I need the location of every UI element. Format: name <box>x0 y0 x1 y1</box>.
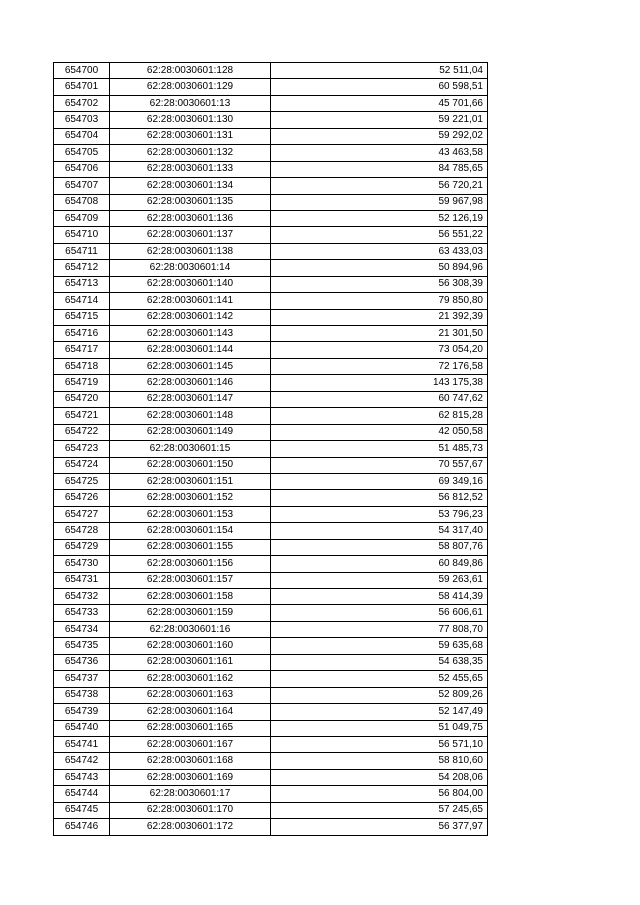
row-number-cell: 654708 <box>54 194 110 210</box>
table-row <box>54 621 488 637</box>
row-number-cell: 654709 <box>54 210 110 226</box>
table-row <box>54 194 488 210</box>
row-number-cell: 654744 <box>54 786 110 802</box>
table-row <box>54 79 488 95</box>
cadastral-number-cell: 62:28:0030601:158 <box>110 589 271 605</box>
row-number-cell: 654711 <box>54 243 110 259</box>
cadastral-number-cell: 62:28:0030601:136 <box>110 210 271 226</box>
row-number-cell: 654700 <box>54 63 110 79</box>
row-number-cell: 654727 <box>54 506 110 522</box>
row-number-cell: 654723 <box>54 441 110 457</box>
value-cell: 58 414,39 <box>271 589 488 605</box>
row-number-cell: 654703 <box>54 112 110 128</box>
table-row <box>54 243 488 259</box>
value-cell: 56 804,00 <box>271 786 488 802</box>
cadastral-number-cell: 62:28:0030601:131 <box>110 128 271 144</box>
value-cell: 59 967,98 <box>271 194 488 210</box>
cadastral-number-cell: 62:28:0030601:130 <box>110 112 271 128</box>
cadastral-number-cell: 62:28:0030601:157 <box>110 572 271 588</box>
row-number-cell: 654717 <box>54 342 110 358</box>
cadastral-number-cell: 62:28:0030601:138 <box>110 243 271 259</box>
row-number-cell: 654713 <box>54 276 110 292</box>
table-row <box>54 342 488 358</box>
value-cell: 42 050,58 <box>271 424 488 440</box>
cadastral-number-cell: 62:28:0030601:134 <box>110 178 271 194</box>
row-number-cell: 654721 <box>54 408 110 424</box>
table-row <box>54 358 488 374</box>
value-cell: 43 463,58 <box>271 145 488 161</box>
cadastral-number-cell: 62:28:0030601:169 <box>110 769 271 785</box>
value-cell: 21 392,39 <box>271 309 488 325</box>
row-number-cell: 654731 <box>54 572 110 588</box>
cadastral-number-cell: 62:28:0030601:154 <box>110 523 271 539</box>
table-row <box>54 720 488 736</box>
table-row <box>54 539 488 555</box>
row-number-cell: 654743 <box>54 769 110 785</box>
value-cell: 143 175,38 <box>271 375 488 391</box>
table-row <box>54 178 488 194</box>
table-row <box>54 309 488 325</box>
cadastral-number-cell: 62:28:0030601:15 <box>110 441 271 457</box>
table-row <box>54 654 488 670</box>
value-cell: 54 638,35 <box>271 654 488 670</box>
value-cell: 73 054,20 <box>271 342 488 358</box>
table-row <box>54 638 488 654</box>
row-number-cell: 654716 <box>54 326 110 342</box>
value-cell: 70 557,67 <box>271 457 488 473</box>
value-cell: 59 263,61 <box>271 572 488 588</box>
value-cell: 60 598,51 <box>271 79 488 95</box>
cadastral-number-cell: 62:28:0030601:143 <box>110 326 271 342</box>
cadastral-number-cell: 62:28:0030601:159 <box>110 605 271 621</box>
table-row <box>54 769 488 785</box>
cadastral-number-cell: 62:28:0030601:152 <box>110 490 271 506</box>
cadastral-number-cell: 62:28:0030601:150 <box>110 457 271 473</box>
cadastral-number-cell: 62:28:0030601:133 <box>110 161 271 177</box>
cadastral-number-cell: 62:28:0030601:16 <box>110 621 271 637</box>
table-row <box>54 457 488 473</box>
row-number-cell: 654739 <box>54 704 110 720</box>
value-cell: 56 812,52 <box>271 490 488 506</box>
cadastral-number-cell: 62:28:0030601:151 <box>110 473 271 489</box>
value-cell: 57 245,65 <box>271 802 488 818</box>
value-cell: 52 809,26 <box>271 687 488 703</box>
value-cell: 60 747,62 <box>271 391 488 407</box>
value-cell: 51 485,73 <box>271 441 488 457</box>
value-cell: 69 349,16 <box>271 473 488 489</box>
cadastral-number-cell: 62:28:0030601:156 <box>110 556 271 572</box>
row-number-cell: 654734 <box>54 621 110 637</box>
row-number-cell: 654715 <box>54 309 110 325</box>
cadastral-number-cell: 62:28:0030601:13 <box>110 95 271 111</box>
table-row <box>54 63 488 79</box>
table-row <box>54 441 488 457</box>
row-number-cell: 654725 <box>54 473 110 489</box>
cadastral-number-cell: 62:28:0030601:161 <box>110 654 271 670</box>
cadastral-number-cell: 62:28:0030601:145 <box>110 358 271 374</box>
cadastral-number-cell: 62:28:0030601:137 <box>110 227 271 243</box>
value-cell: 53 796,23 <box>271 506 488 522</box>
cadastral-number-cell: 62:28:0030601:167 <box>110 736 271 752</box>
table-row <box>54 819 488 835</box>
table-row <box>54 736 488 752</box>
cadastral-number-cell: 62:28:0030601:147 <box>110 391 271 407</box>
cadastral-number-cell: 62:28:0030601:164 <box>110 704 271 720</box>
table-row <box>54 391 488 407</box>
row-number-cell: 654718 <box>54 358 110 374</box>
cadastral-number-cell: 62:28:0030601:149 <box>110 424 271 440</box>
table-row <box>54 375 488 391</box>
row-number-cell: 654728 <box>54 523 110 539</box>
value-cell: 56 551,22 <box>271 227 488 243</box>
value-cell: 21 301,50 <box>271 326 488 342</box>
row-number-cell: 654719 <box>54 375 110 391</box>
cadastral-number-cell: 62:28:0030601:142 <box>110 309 271 325</box>
value-cell: 51 049,75 <box>271 720 488 736</box>
table-row <box>54 145 488 161</box>
cadastral-number-cell: 62:28:0030601:140 <box>110 276 271 292</box>
value-cell: 56 606,61 <box>271 605 488 621</box>
cadastral-number-cell: 62:28:0030601:132 <box>110 145 271 161</box>
row-number-cell: 654746 <box>54 819 110 835</box>
value-cell: 52 511,04 <box>271 63 488 79</box>
row-number-cell: 654724 <box>54 457 110 473</box>
row-number-cell: 654735 <box>54 638 110 654</box>
value-cell: 56 571,10 <box>271 736 488 752</box>
cadastral-number-cell: 62:28:0030601:144 <box>110 342 271 358</box>
value-cell: 72 176,58 <box>271 358 488 374</box>
row-number-cell: 654707 <box>54 178 110 194</box>
table-row <box>54 671 488 687</box>
value-cell: 60 849,86 <box>271 556 488 572</box>
table-row <box>54 408 488 424</box>
table-row <box>54 473 488 489</box>
cadastral-number-cell: 62:28:0030601:129 <box>110 79 271 95</box>
row-number-cell: 654710 <box>54 227 110 243</box>
table-row <box>54 753 488 769</box>
table-row <box>54 128 488 144</box>
row-number-cell: 654706 <box>54 161 110 177</box>
row-number-cell: 654745 <box>54 802 110 818</box>
table-row <box>54 490 488 506</box>
value-cell: 59 221,01 <box>271 112 488 128</box>
table-row <box>54 293 488 309</box>
value-cell: 56 308,39 <box>271 276 488 292</box>
table-row <box>54 572 488 588</box>
value-cell: 58 807,76 <box>271 539 488 555</box>
value-cell: 52 455,65 <box>271 671 488 687</box>
table-row <box>54 260 488 276</box>
table-row <box>54 704 488 720</box>
value-cell: 59 292,02 <box>271 128 488 144</box>
row-number-cell: 654732 <box>54 589 110 605</box>
table-row <box>54 556 488 572</box>
cadastral-number-cell: 62:28:0030601:172 <box>110 819 271 835</box>
table-row <box>54 161 488 177</box>
value-cell: 77 808,70 <box>271 621 488 637</box>
table-row <box>54 506 488 522</box>
value-cell: 63 433,03 <box>271 243 488 259</box>
row-number-cell: 654704 <box>54 128 110 144</box>
cadastral-number-cell: 62:28:0030601:160 <box>110 638 271 654</box>
row-number-cell: 654737 <box>54 671 110 687</box>
row-number-cell: 654729 <box>54 539 110 555</box>
table-row <box>54 589 488 605</box>
cadastral-number-cell: 62:28:0030601:128 <box>110 63 271 79</box>
value-cell: 79 850,80 <box>271 293 488 309</box>
table-body <box>54 63 488 836</box>
table-row <box>54 276 488 292</box>
row-number-cell: 654714 <box>54 293 110 309</box>
cadastral-number-cell: 62:28:0030601:146 <box>110 375 271 391</box>
row-number-cell: 654722 <box>54 424 110 440</box>
cadastral-number-cell: 62:28:0030601:135 <box>110 194 271 210</box>
table-row <box>54 210 488 226</box>
row-number-cell: 654720 <box>54 391 110 407</box>
value-cell: 54 208,06 <box>271 769 488 785</box>
table-row <box>54 326 488 342</box>
value-cell: 56 720,21 <box>271 178 488 194</box>
value-cell: 84 785,65 <box>271 161 488 177</box>
table-row <box>54 95 488 111</box>
value-cell: 62 815,28 <box>271 408 488 424</box>
cadastral-number-cell: 62:28:0030601:148 <box>110 408 271 424</box>
row-number-cell: 654740 <box>54 720 110 736</box>
value-cell: 58 810,60 <box>271 753 488 769</box>
value-cell: 45 701,66 <box>271 95 488 111</box>
row-number-cell: 654741 <box>54 736 110 752</box>
table-row <box>54 786 488 802</box>
table-row <box>54 605 488 621</box>
value-cell: 50 894,96 <box>271 260 488 276</box>
cadastral-number-cell: 62:28:0030601:14 <box>110 260 271 276</box>
cadastral-number-cell: 62:28:0030601:17 <box>110 786 271 802</box>
cadastral-number-cell: 62:28:0030601:155 <box>110 539 271 555</box>
cadastral-number-cell: 62:28:0030601:170 <box>110 802 271 818</box>
value-cell: 56 377,97 <box>271 819 488 835</box>
cadastral-number-cell: 62:28:0030601:165 <box>110 720 271 736</box>
row-number-cell: 654705 <box>54 145 110 161</box>
row-number-cell: 654712 <box>54 260 110 276</box>
table-row <box>54 687 488 703</box>
value-cell: 52 147,49 <box>271 704 488 720</box>
value-cell: 59 635,68 <box>271 638 488 654</box>
cadastral-number-cell: 62:28:0030601:141 <box>110 293 271 309</box>
table-row <box>54 523 488 539</box>
row-number-cell: 654733 <box>54 605 110 621</box>
cadastral-number-cell: 62:28:0030601:162 <box>110 671 271 687</box>
row-number-cell: 654726 <box>54 490 110 506</box>
table-row <box>54 227 488 243</box>
row-number-cell: 654702 <box>54 95 110 111</box>
row-number-cell: 654742 <box>54 753 110 769</box>
cadastral-value-table <box>53 62 488 836</box>
table-row <box>54 802 488 818</box>
row-number-cell: 654701 <box>54 79 110 95</box>
table-row <box>54 424 488 440</box>
row-number-cell: 654736 <box>54 654 110 670</box>
value-cell: 54 317,40 <box>271 523 488 539</box>
value-cell: 52 126,19 <box>271 210 488 226</box>
row-number-cell: 654730 <box>54 556 110 572</box>
table-row <box>54 112 488 128</box>
row-number-cell: 654738 <box>54 687 110 703</box>
cadastral-number-cell: 62:28:0030601:153 <box>110 506 271 522</box>
cadastral-number-cell: 62:28:0030601:168 <box>110 753 271 769</box>
cadastral-number-cell: 62:28:0030601:163 <box>110 687 271 703</box>
